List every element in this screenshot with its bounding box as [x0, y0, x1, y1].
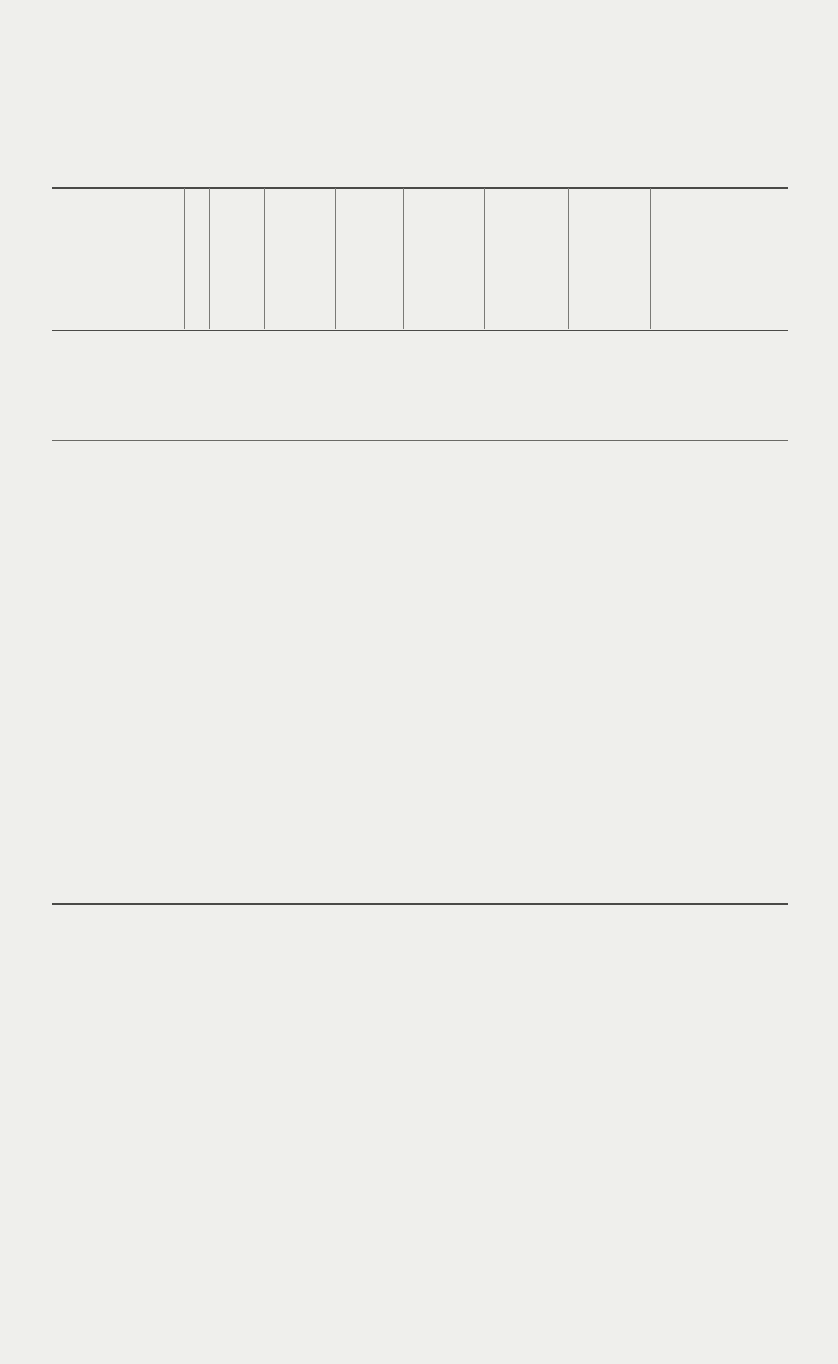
col-header-states [52, 188, 184, 329]
expenses-table [52, 188, 788, 329]
col-header-textbooks [335, 188, 403, 329]
col-header-grand-total [650, 188, 788, 329]
header-rule [52, 330, 788, 331]
header-row [52, 188, 788, 329]
bottom-rule [52, 903, 788, 905]
col-header-operation [403, 188, 484, 329]
col-header-administration [209, 188, 264, 329]
col-header-salaries [264, 188, 335, 329]
col-header-cities [184, 188, 209, 329]
col-header-total-expenses [484, 188, 568, 329]
division-rule [52, 440, 788, 441]
col-header-new-buildings [568, 188, 650, 329]
